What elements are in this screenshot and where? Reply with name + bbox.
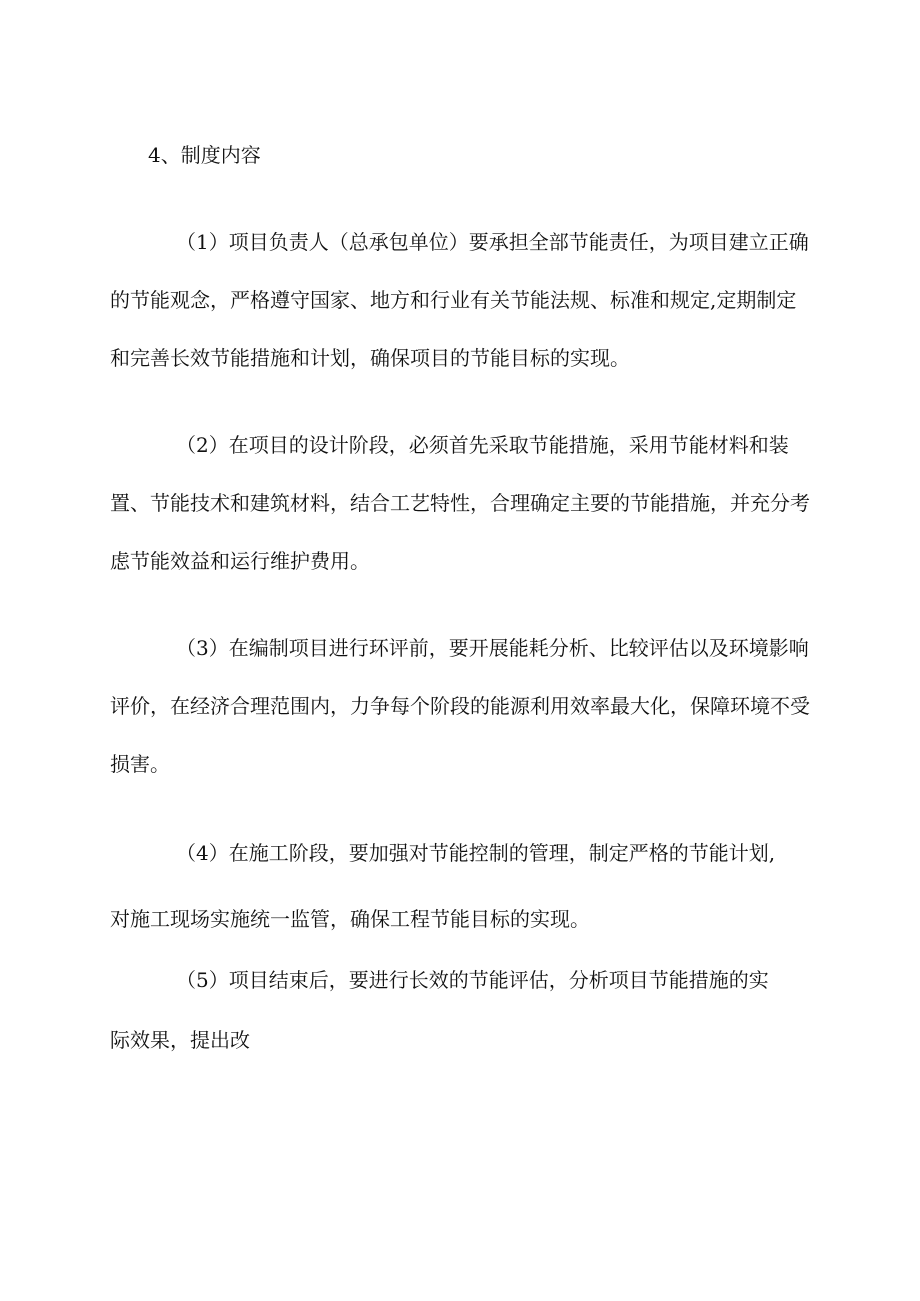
paragraph-2-line-2: 置、节能技术和建筑材料，结合工艺特性，合理确定主要的节能措施，并充分考 [110,491,810,515]
paragraph-4-line-2: 对施工现场实施统一监管，确保工程节能目标的实现。 [110,907,590,931]
paragraph-2-line-3: 虑节能效益和运行维护费用。 [110,549,370,573]
paragraph-3-line-3: 损害。 [110,752,170,776]
paragraph-1-line-3: 和完善长效节能措施和计划，确保项目的节能目标的实现。 [110,346,630,370]
paragraph-5-line-1: （5）项目结束后，要进行长效的节能评估，分析项目节能措施的实 [176,968,769,992]
paragraph-1-line-1: （1）项目负责人（总承包单位）要承担全部节能责任，为项目建立正确 [176,230,809,254]
paragraph-1-line-2: 的节能观念，严格遵守国家、地方和行业有关节能法规、标准和规定,定期制定 [110,288,797,312]
paragraph-3-line-2: 评价，在经济合理范围内，力争每个阶段的能源利用效率最大化，保障环境不受 [110,694,810,718]
section-heading: 4、制度内容 [148,143,261,167]
paragraph-4-line-1: （4）在施工阶段，要加强对节能控制的管理，制定严格的节能计划, [176,841,776,865]
paragraph-5-line-2: 际效果，提出改 [110,1028,250,1052]
paragraph-2-line-1: （2）在项目的设计阶段，必须首先采取节能措施，采用节能材料和装 [176,433,789,457]
paragraph-3-line-1: （3）在编制项目进行环评前，要开展能耗分析、比较评估以及环境影响 [176,636,809,660]
